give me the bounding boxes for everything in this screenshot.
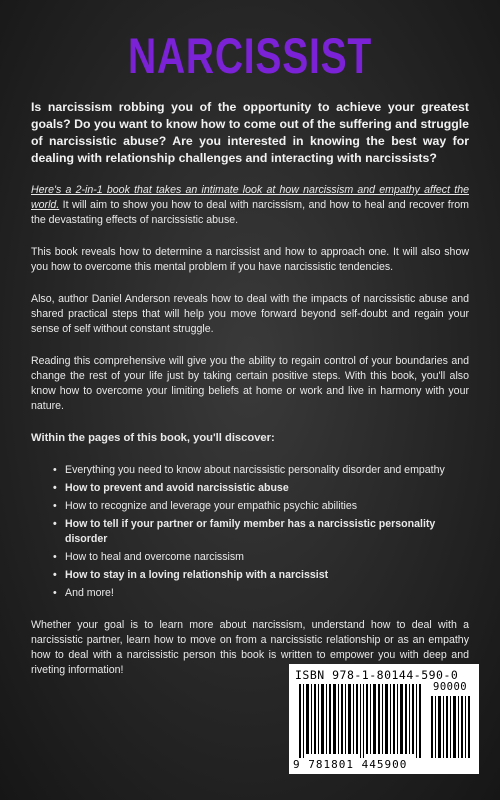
paragraph-reading: Reading this comprehensive will give you the ability to regain control of your boundaries and change the rest of your life just by taking certain positive steps. With this book, you'll also know how to overcome your limiting beliefs at home or work and live in harmony with your nature.	[31, 355, 469, 412]
list-item: • And more!	[53, 586, 469, 601]
list-item: • How to prevent and avoid narcissistic abuse	[53, 481, 469, 496]
paragraph-author: Also, author Daniel Anderson reveals how to deal with the impacts of narcissistic abuse and shared practical steps that will help you move forward beyond self-doubt and regain your sense of self without constant struggle.	[31, 293, 469, 335]
lead-questions: Is narcissism robbing you of the opportunity to achieve your greatest goals? Do you want to know how to come out of the suffering and struggle of narcissistic abuse? Are you interested in knowing the best way for dealing with relationship challenges and interacting with narcissists?	[31, 100, 469, 165]
isbn-barcode	[289, 664, 479, 774]
list-item: • Everything you need to know about narcissistic personality disorder and empathy	[53, 463, 469, 478]
intro-rest: It will aim to show you how to deal with narcissism, and how to heal and recover from the devastating effects of narcissistic abuse.	[31, 199, 469, 226]
discover-list	[31, 463, 469, 601]
barcode-digits: 9 781801 445900	[293, 758, 408, 771]
intro-emphasis: Here's a 2-in-1 book that takes an intimate look at how narcissism and empathy affect the world.	[31, 184, 469, 211]
paragraph-reveals: This book reveals how to determine a narcissist and how to approach one. It will also show you how to overcome this mental problem if you have narcissistic tendencies.	[31, 246, 469, 273]
intro-paragraph	[31, 183, 469, 228]
book-title: NARCISSIST	[128, 28, 372, 84]
isbn-label: ISBN 978-1-80144-590-0	[295, 668, 459, 682]
closing-paragraph: Whether your goal is to learn more about narcissism, understand how to deal with a narcissistic partner, learn how to move on from a narcissistic relationship or as an empathy how to deal with a narcissistic person this book is written to empower you with deep and riveting information!	[31, 619, 469, 676]
barcode-bars	[297, 684, 473, 758]
list-item: • How to heal and overcome narcissism	[53, 550, 469, 565]
back-cover-text	[31, 99, 469, 695]
list-item: • How to stay in a loving relationship with a narcissist	[53, 568, 469, 583]
list-item: • How to tell if your partner or family member has a narcissistic personality disorder	[53, 517, 469, 547]
discover-heading: Within the pages of this book, you'll discover:	[31, 432, 275, 444]
barcode-addon: 90000	[433, 681, 468, 693]
list-item: • How to recognize and leverage your empathic psychic abilities	[53, 499, 469, 514]
